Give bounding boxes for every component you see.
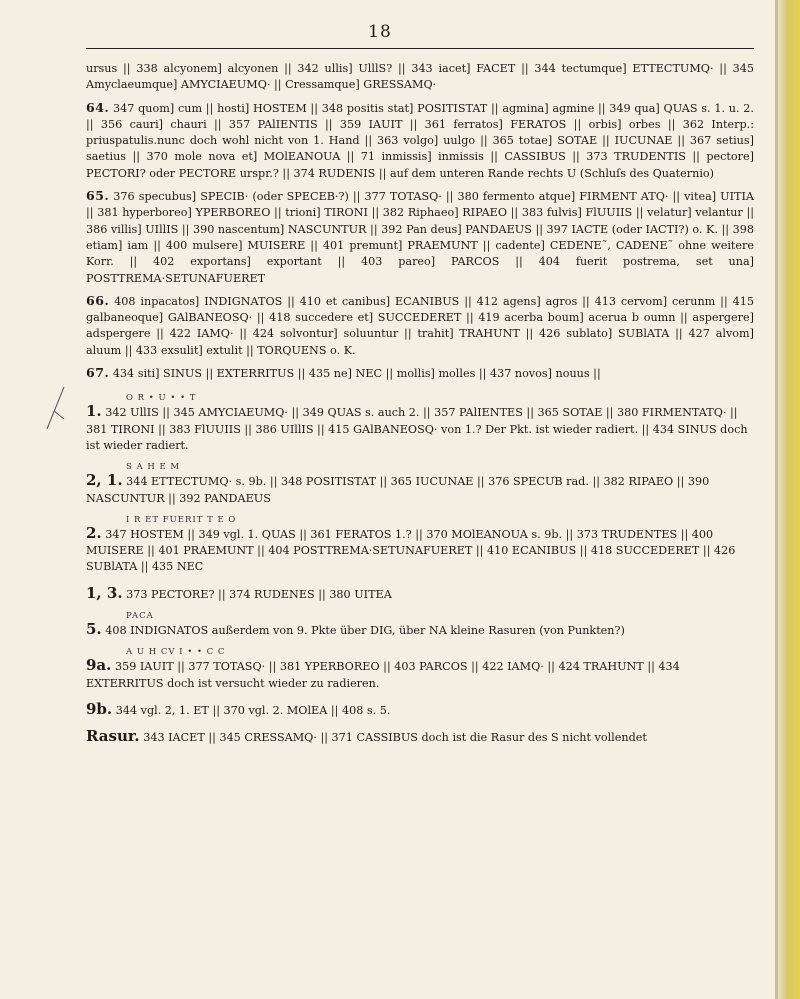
page-edge [778, 0, 800, 999]
paragraph-number: 66. [86, 292, 110, 308]
hand-note-text: 342 UllIS || 345 AMYCIAEUMQ· || 349 QUAS s. auch 2. || 357 PAlIENTES || 365 SOTAE || 380 FIRMENTATQ· || 381 TIRONI || 383 FlUUIIS || 386 UIllIS || 415 GAlBANEOSQ· von 1.? Der Pkt. ist wieder radiert. || 434 SINUS doch ist wieder radiert. [86, 406, 748, 452]
margin-mark [44, 383, 66, 433]
paragraph-number: 64. [86, 99, 110, 115]
paragraph-number: 67. [86, 365, 110, 381]
paragraph-67 [86, 365, 754, 382]
superscript-letters: PACA [126, 611, 154, 622]
paragraph-text: ursus || 338 alcyonem] alcyonen || 342 ullis] UlllS? || 343 iacet] FACET || 344 tectumque] ETTECTUMQ· || 345 Amyclaeumque] AMYCIAEUMQ· || Cressamque] GRESSAMQ· [86, 62, 754, 92]
hand-note-2 [86, 516, 754, 576]
apparatus-text [86, 60, 754, 756]
hand-label: 1. [86, 402, 102, 421]
hand-label: 2, 1. [86, 471, 123, 490]
hand-note-text: 408 INDIGNATOS außerdem von 9. Pkte über DIG, über NA kleine Rasuren (von Punkten?) [105, 624, 625, 638]
hand-note-text: 359 IAUIT || 377 TOTASQ· || 381 YPERBOREO || 403 PARCOS || 422 IAMQ· || 424 TRAHUNT || 434 EXTERRITUS doch ist versucht wieder zu radieren. [86, 660, 680, 690]
hand-label: 9b. [86, 699, 113, 718]
hand-note-text: 344 vgl. 2, 1. ET || 370 vgl. 2. MOlEA || 408 s. 5. [115, 703, 391, 717]
hand-note-5 [86, 612, 754, 639]
superscript-letters: A U H CV I • • C C [126, 647, 226, 658]
hand-note-text: 373 PECTORE? || 374 RUDENES || 380 UITEA [126, 587, 392, 601]
hand-label: 9a. [86, 656, 112, 675]
paragraph-66 [86, 293, 754, 359]
hand-note-text: 344 ETTECTUMQ· s. 9b. || 348 POSITISTAT || 365 IUCUNAE || 376 SPECUB rad. || 382 RIPAEO || 390 NASCUNTUR || 392 PANDAEUS [86, 475, 710, 505]
hand-note-2-1 [86, 463, 754, 507]
hand-note-1 [86, 394, 754, 454]
hand-label: 5. [86, 620, 102, 639]
hand-note-9b [86, 701, 754, 719]
page-number: 18 [368, 22, 392, 42]
paragraph-0 [86, 60, 754, 94]
hand-label: Rasur. [86, 727, 140, 746]
paragraph-text: 376 specubus] SPECIB· (oder SPECEB·?) || 377 TOTASQ· || 380 fermento atque] FIRMENT ATQ· || vitea] UITIA || 381 hyperboreo] YPERBOREO || trioni] TIRONI || 382 Riphaeo] RIPAEO || 383 fulvis] FlUUIIS || velatur] velantur || 386 villis] UIllIS || 390 nascentum] NASCUNTUR || 392 Pan deus] PANDAEUS || 397 IACTE (oder IACTI?) o. K. || 398 etiam] iam || 400 mulsere] MUISERE || 401 premunt] PRAEMUNT || cadente] CEDENE˜, CADENE˜ ohne weitere Korr. || 402 exportans] exportant || 403 pareo] PARCOS || 404 fuerit postrema, set una] POSTTREMA·SETUNAFUERET [86, 190, 754, 285]
superscript-letters: S A H E M [126, 462, 181, 473]
hand-note-text: 347 HOSTEM || 349 vgl. 1. QUAS || 361 FERATOS 1.? || 370 MOlEANOUA s. 9b. || 373 TRUDENTES || 400 MUISERE || 401 PRAEMUNT || 404 POSTTREMA·SETUNAFUERET || 410 ECANIBUS || 418 SUCCEDERET || 426 SUBlATA || 435 NEC [86, 527, 736, 574]
superscript-letters: I R ET FUERIT T E O [126, 514, 237, 525]
hand-label: 2. [86, 523, 102, 542]
superscript-letters: O R • U • • T [126, 393, 197, 404]
hand-note-1-3 [86, 585, 754, 603]
hand-label: 1, 3. [86, 583, 123, 602]
paragraph-text: 408 inpacatos] INDIGNATOS || 410 et canibus] ECANIBUS || 412 agens] agros || 413 cervom] cerunm || 415 galbaneoque] GAlBANEOSQ· || 418 succedere et] SUCCEDERET || 419 acerba boum] acerua b oumn || aspergere] adspergere || 422 IAMQ· || 424 solvontur] soluuntur || trahit] TRAHUNT || 426 sublato] SUBlATA || 427 alvom] aluum || 433 exsulit] extulit || TORQUENS o. K. [86, 294, 754, 357]
hand-note-rasur [86, 728, 754, 746]
paragraph-64 [86, 100, 754, 182]
hand-note-9a [86, 648, 754, 692]
paragraph-text: 347 quom] cum || hosti] HOSTEM || 348 positis stat] POSITISTAT || agmina] agmine || 349 qua] QUAS s. 1. u. 2. || 356 cauri] chauri || 357 PAlIENTIS || 359 IAUIT || 361 ferratos] FERATOS || orbis] orbes || 362 Interp.: priuspatulis.nunc doch wohl nicht von 1. Hand || 363 volgo] uulgo || 365 totae] SOTAE || IUCUNAE || 367 setius] saetius || 370 mole nova et] MOlEANOUA || 71 inmissis] inmissis || CASSIBUS || 373 TRUDENTIS || pectore] PECTORI? oder PECTORE urspr.? || 374 RUDENIS || auf dem unteren Rande rechts U (Schluſs des Quaternio) [86, 101, 754, 180]
paragraph-65 [86, 188, 754, 287]
header-rule [86, 48, 754, 49]
hand-note-text: 343 IACET || 345 CRESSAMQ· || 371 CASSIBUS doch ist die Rasur des S nicht vollendet [143, 731, 647, 745]
paragraph-text: 434 siti] SINUS || EXTERRITUS || 435 ne] NEC || mollis] molles || 437 novos] nouus || [112, 367, 601, 381]
paragraph-number: 65. [86, 188, 110, 204]
